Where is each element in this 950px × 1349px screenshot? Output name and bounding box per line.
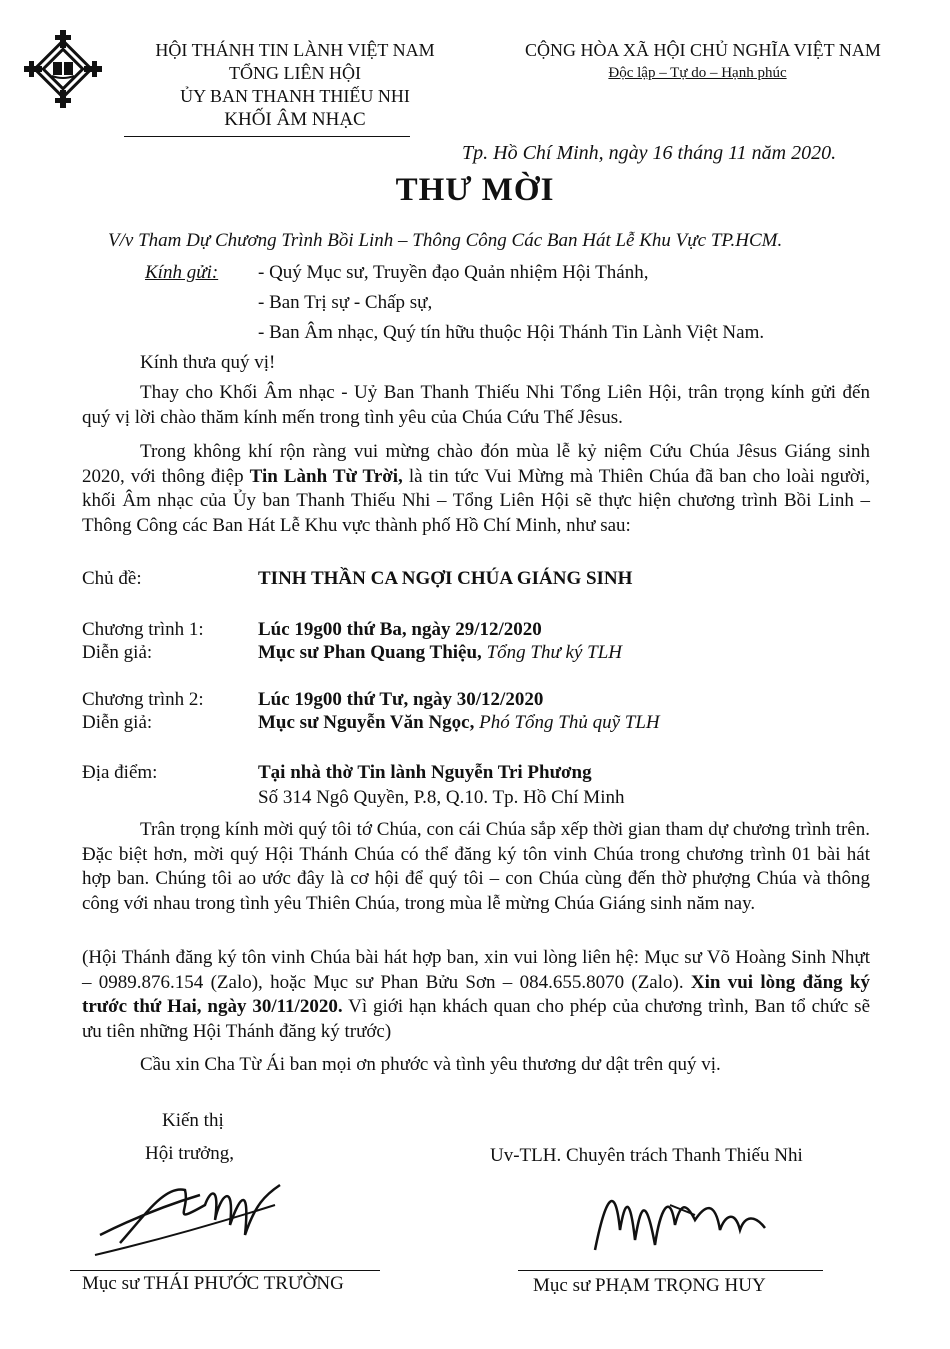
program1-speaker-label: Diễn giả:	[82, 642, 153, 663]
nation-title: CỘNG HÒA XÃ HỘI CHỦ NGHĨA VIỆT NAM	[525, 40, 881, 60]
intro-text: Thay cho Khối Âm nhạc - Uỷ Ban Thanh Thiếu Nhi Tổng Liên Hội, trân trọng kính gửi đến quý vị lời chào thăm kính mến trong tình yêu của Chúa Cứu Thế Jêsus.	[82, 382, 870, 428]
sign-left-name: Mục sư THÁI PHƯỚC TRƯỜNG	[82, 1273, 344, 1294]
program1-speaker-name: Mục sư Phan Quang Thiệu,	[258, 642, 482, 663]
signature-right-icon	[585, 1170, 775, 1265]
program2-speaker-label: Diễn giả:	[82, 712, 153, 733]
church-logo-icon	[22, 28, 104, 110]
date-line: Tp. Hồ Chí Minh, ngày 16 tháng 11 năm 2020.	[462, 142, 837, 164]
venue-label: Địa điểm:	[82, 762, 158, 783]
org-line-3: ỦY BAN THANH THIẾU NHI	[180, 86, 410, 106]
sign-left-line1: Kiến thị	[162, 1110, 224, 1131]
program1-speaker	[258, 642, 622, 664]
page-title: THƯ MỜI	[395, 172, 555, 208]
body1-pre: Trong không khí rộn ràng vui mừng chào đón mùa lễ kỷ niệm Cứu Chúa Jêsus Giáng sinh 2020, với thông điệp	[82, 441, 870, 487]
program1-time: Lúc 19g00 thứ Ba, ngày 29/12/2020	[258, 619, 542, 640]
recipients-label: Kính gửi:	[145, 262, 219, 283]
intro-paragraph	[82, 381, 870, 430]
salutation: Kính thưa quý vị!	[140, 352, 276, 373]
org-header	[140, 39, 450, 131]
org-line-2: TỔNG LIÊN HỘI	[229, 63, 361, 83]
recipient-item: - Ban Âm nhạc, Quý tín hữu thuộc Hội Thánh Tin Lành Việt Nam.	[258, 322, 765, 343]
venue-address: Số 314 Ngô Quyền, P.8, Q.10. Tp. Hồ Chí Minh	[258, 787, 625, 808]
theme-value: TINH THẦN CA NGỢI CHÚA GIÁNG SINH	[258, 568, 633, 589]
program2-speaker-name: Mục sư Nguyễn Văn Ngọc,	[258, 712, 475, 733]
program2-time: Lúc 19g00 thứ Tư, ngày 30/12/2020	[258, 689, 544, 710]
sign-left-rule	[70, 1270, 380, 1271]
sign-left-line2: Hội trưởng,	[145, 1143, 234, 1164]
org-line-4: KHỐI ÂM NHẠC	[224, 109, 366, 130]
sign-right-line1: Uv-TLH. Chuyên trách Thanh Thiếu Nhi	[490, 1145, 803, 1166]
note-post: Vì giới hạn khách quan cho phép của chương trình, Ban tổ chức sẽ ưu tiên những Hội Thánh đăng ký trước)	[82, 996, 871, 1042]
program2-speaker-role: Phó Tổng Thủ quỹ TLH	[474, 712, 660, 733]
program1-speaker-role: Tổng Thư ký TLH	[481, 642, 623, 663]
org-line-1: HỘI THÁNH TIN LÀNH VIỆT NAM	[155, 40, 435, 60]
sign-right-rule	[518, 1270, 823, 1271]
program2-speaker	[258, 712, 660, 734]
blessing-line: Cầu xin Cha Từ Ái ban mọi ơn phước và tình yêu thương dư dật trên quý vị.	[140, 1054, 721, 1075]
subject-line: V/v Tham Dự Chương Trình Bồi Linh – Thông Công Các Ban Hát Lễ Khu Vực TP.HCM.	[108, 230, 783, 251]
venue-name: Tại nhà thờ Tin lành Nguyễn Tri Phương	[258, 762, 592, 783]
recipient-item: - Ban Trị sự - Chấp sự,	[258, 292, 433, 313]
note-pre: (Hội Thánh đăng ký tôn vinh Chúa bài hát hợp ban, xin vui lòng liên hệ: Mục sư Võ Hoàng Sinh Nhựt – 0989.876.154 (Zalo), hoặc Mục sư Phan Bửu Sơn – 084.655.8070 (Zalo).	[82, 947, 870, 993]
signature-left-icon	[90, 1165, 290, 1265]
nation-header	[525, 39, 881, 85]
nation-motto: Độc lập – Tự do – Hạnh phúc	[608, 65, 787, 81]
body2-text: Trân trọng kính mời quý tôi tớ Chúa, con cái Chúa sắp xếp thời gian tham dự chương trình trên. Đặc biệt hơn, mời quý Hội Thánh Chúa có thể đăng ký tôn vinh Chúa trong chương trình 01 bài hát hợp ban. Chúng tôi ao ước đây là cơ hội để quý tôi – con Chúa cùng đến thờ phượng Chúa và thông công với nhau trong tình yêu Thiên Chúa, trong mùa lễ mừng Chúa Giáng sinh năm nay.	[82, 819, 870, 914]
body1-post: là tin tức Vui Mừng mà Thiên Chúa đã ban cho loài người, khối Âm nhạc của Ủy ban Thanh Thiếu Nhi – Tổng Liên Hội sẽ thực hiện chương trình Bồi Linh – Thông Công các Ban Hát Lễ Khu vực thành phố Hồ Chí Minh, như sau:	[82, 465, 870, 536]
header-divider-left	[124, 136, 410, 137]
program2-label: Chương trình 2:	[82, 689, 204, 710]
theme-label: Chủ đề:	[82, 568, 142, 589]
body-paragraph-2	[82, 818, 870, 916]
body-paragraph-1	[82, 440, 870, 538]
program1-label: Chương trình 1:	[82, 619, 204, 640]
recipient-item: - Quý Mục sư, Truyền đạo Quản nhiệm Hội Thánh,	[258, 262, 649, 283]
sign-right-name: Mục sư PHẠM TRỌNG HUY	[533, 1275, 766, 1296]
note-paragraph	[82, 946, 870, 1044]
note-deadline: Xin vui lòng đăng ký trước thứ Hai, ngày 30/11/2020.	[82, 971, 870, 1017]
body1-highlight: Tin Lành Từ Trời,	[249, 465, 403, 487]
